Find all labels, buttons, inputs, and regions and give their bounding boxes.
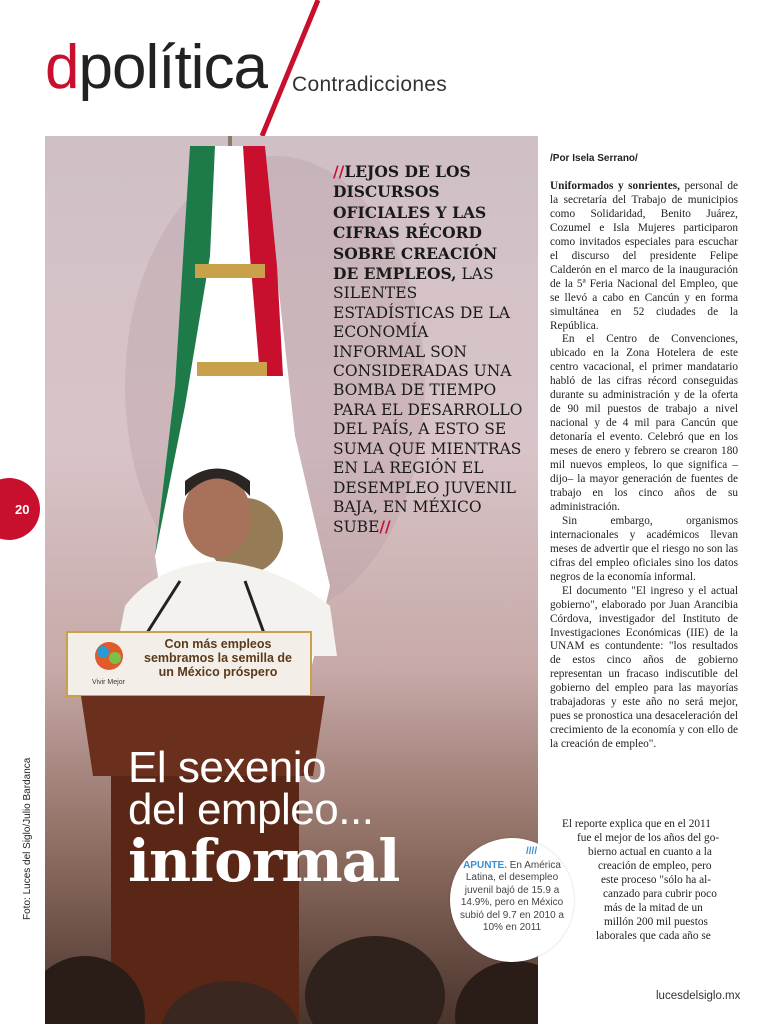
headline-line-3: informal — [128, 827, 400, 895]
section-name: política — [78, 33, 267, 102]
quote-regular-text: LAS SILENTES ESTADÍSTICAS DE LA ECONOMÍA INFORMAL SON CONSIDERADAS UNA BOMBA DE TIEMPO PARA EL DESARROLLO DEL PAÍS, A ESTO SE SUMA QUE MIENTRAS EN LA REGIÓN EL DESEMPLEO JUVENIL BAJA, EN MÉXICO SUBE — [333, 265, 523, 537]
paragraph-3: Sin embargo, organismos internacionales y académicos llevan meses de advertir que el riesgo no son las cifras del empleo oficiales sino los datos negros de la economía informal. — [550, 514, 738, 583]
paragraph-5-line: creación de empleo, pero — [598, 860, 712, 872]
podium-sign: Con más empleos sembramos la semilla de un México próspero — [144, 637, 292, 679]
paragraph-5-line: bierno actual en cuanto a la — [588, 846, 712, 858]
podium-logo-label: Vivir Mejor — [92, 679, 125, 686]
paragraph-5-line: millón 200 mil puestos — [604, 916, 708, 928]
apunte-content — [458, 860, 566, 934]
page-number: 20 — [15, 502, 30, 517]
paragraph-5-line: este proceso "sólo ha al- — [601, 874, 712, 886]
page-number-badge — [0, 478, 40, 540]
paragraph-5-line: El reporte explica que en el 2011 — [562, 818, 711, 830]
section-initial: d — [45, 33, 79, 102]
quote-open-mark: // — [333, 162, 345, 181]
headline-line-2: del empleo... — [128, 785, 374, 834]
paragraph-1-text: personal de la secretaría del Trabajo de municipios como Solidaridad, Benito Juárez, Cozumel e Isla Mujeres participaron como invitados especiales para escuchar el discurso del presidente Felipe Calderón en el marco de la inauguración de la 5ª Feria Nacional del Empleo, que se llevó a cabo en Cancún y en forma simultánea en 52 ciudades de la República. — [550, 180, 738, 332]
paragraph-4: El documento "El ingreso y el actual gobierno", elaborado por Juan Arancibia Córdova, investigador del Instituto de Investigaciones Económicas (IIE) de la UNAM es contundente: "los resultados de estos cinco años de gobierno representan un fracaso indiscutible del gobierno del empleo para las mayorías trabajadoras y este año no será mejor, pues se pronostica una desaceleración del crecimiento de la economía y con ello de la creación de empleo". — [550, 584, 738, 751]
header-slash — [0, 0, 782, 140]
headline-line-1: El sexenio — [128, 743, 327, 792]
apunte-slashes: //// — [526, 846, 538, 857]
article-headline — [128, 743, 400, 895]
apunte-text: En América Latina, el desempleo juvenil bajó de 15.9 a 14.9%, pero en México subió del 9.7 en 2010 a 10% en 2011 — [460, 860, 564, 934]
paragraph-5-line: canzado para cubrir poco — [603, 888, 717, 900]
article-body — [550, 180, 738, 752]
photo-credit: Foto: Luces del Siglo/Julio Bardanca — [22, 757, 33, 920]
paragraph-2: En el Centro de Convenciones, ubicado en la Zona Hotelera de este centro vacacional, el primer mandatario habló de las cifras récord conseguidas durante su administración y de la oferta de 90 mil puestos de trabajo a nivel nacional y de 4 mil para Cancún que detonaría el evento. Celebró que en los meses de enero y febrero se crearon 180 mil nuevos empleos, lo que significa –dijo– la mayor generación de fuentes de trabajo en los cinco años de su administración. — [550, 333, 738, 513]
apunte-callout — [450, 838, 574, 962]
paragraph-5-line: más de la mitad de un — [604, 902, 703, 914]
pull-quote — [333, 162, 523, 538]
byline: /Por Isela Serrano/ — [550, 153, 638, 164]
footer-site: lucesdelsiglo.mx — [656, 990, 741, 1002]
lead-in: Uniformados y sonrientes, — [550, 180, 680, 192]
quote-close-mark: // — [379, 517, 391, 537]
apunte-label: APUNTE. — [463, 860, 507, 871]
paragraph-5-line: fue el mejor de los años del go- — [577, 832, 720, 844]
quote-bold-text: LEJOS DE LOS DISCURSOS OFICIALES Y LAS CIFRAS RÉCORD SOBRE CREACIÓN DE EMPLEOS, — [333, 162, 498, 284]
paragraph-1 — [550, 180, 738, 333]
paragraph-5-line: laborales que cada año se — [596, 930, 711, 942]
section-subtitle: Contradicciones — [292, 73, 448, 96]
